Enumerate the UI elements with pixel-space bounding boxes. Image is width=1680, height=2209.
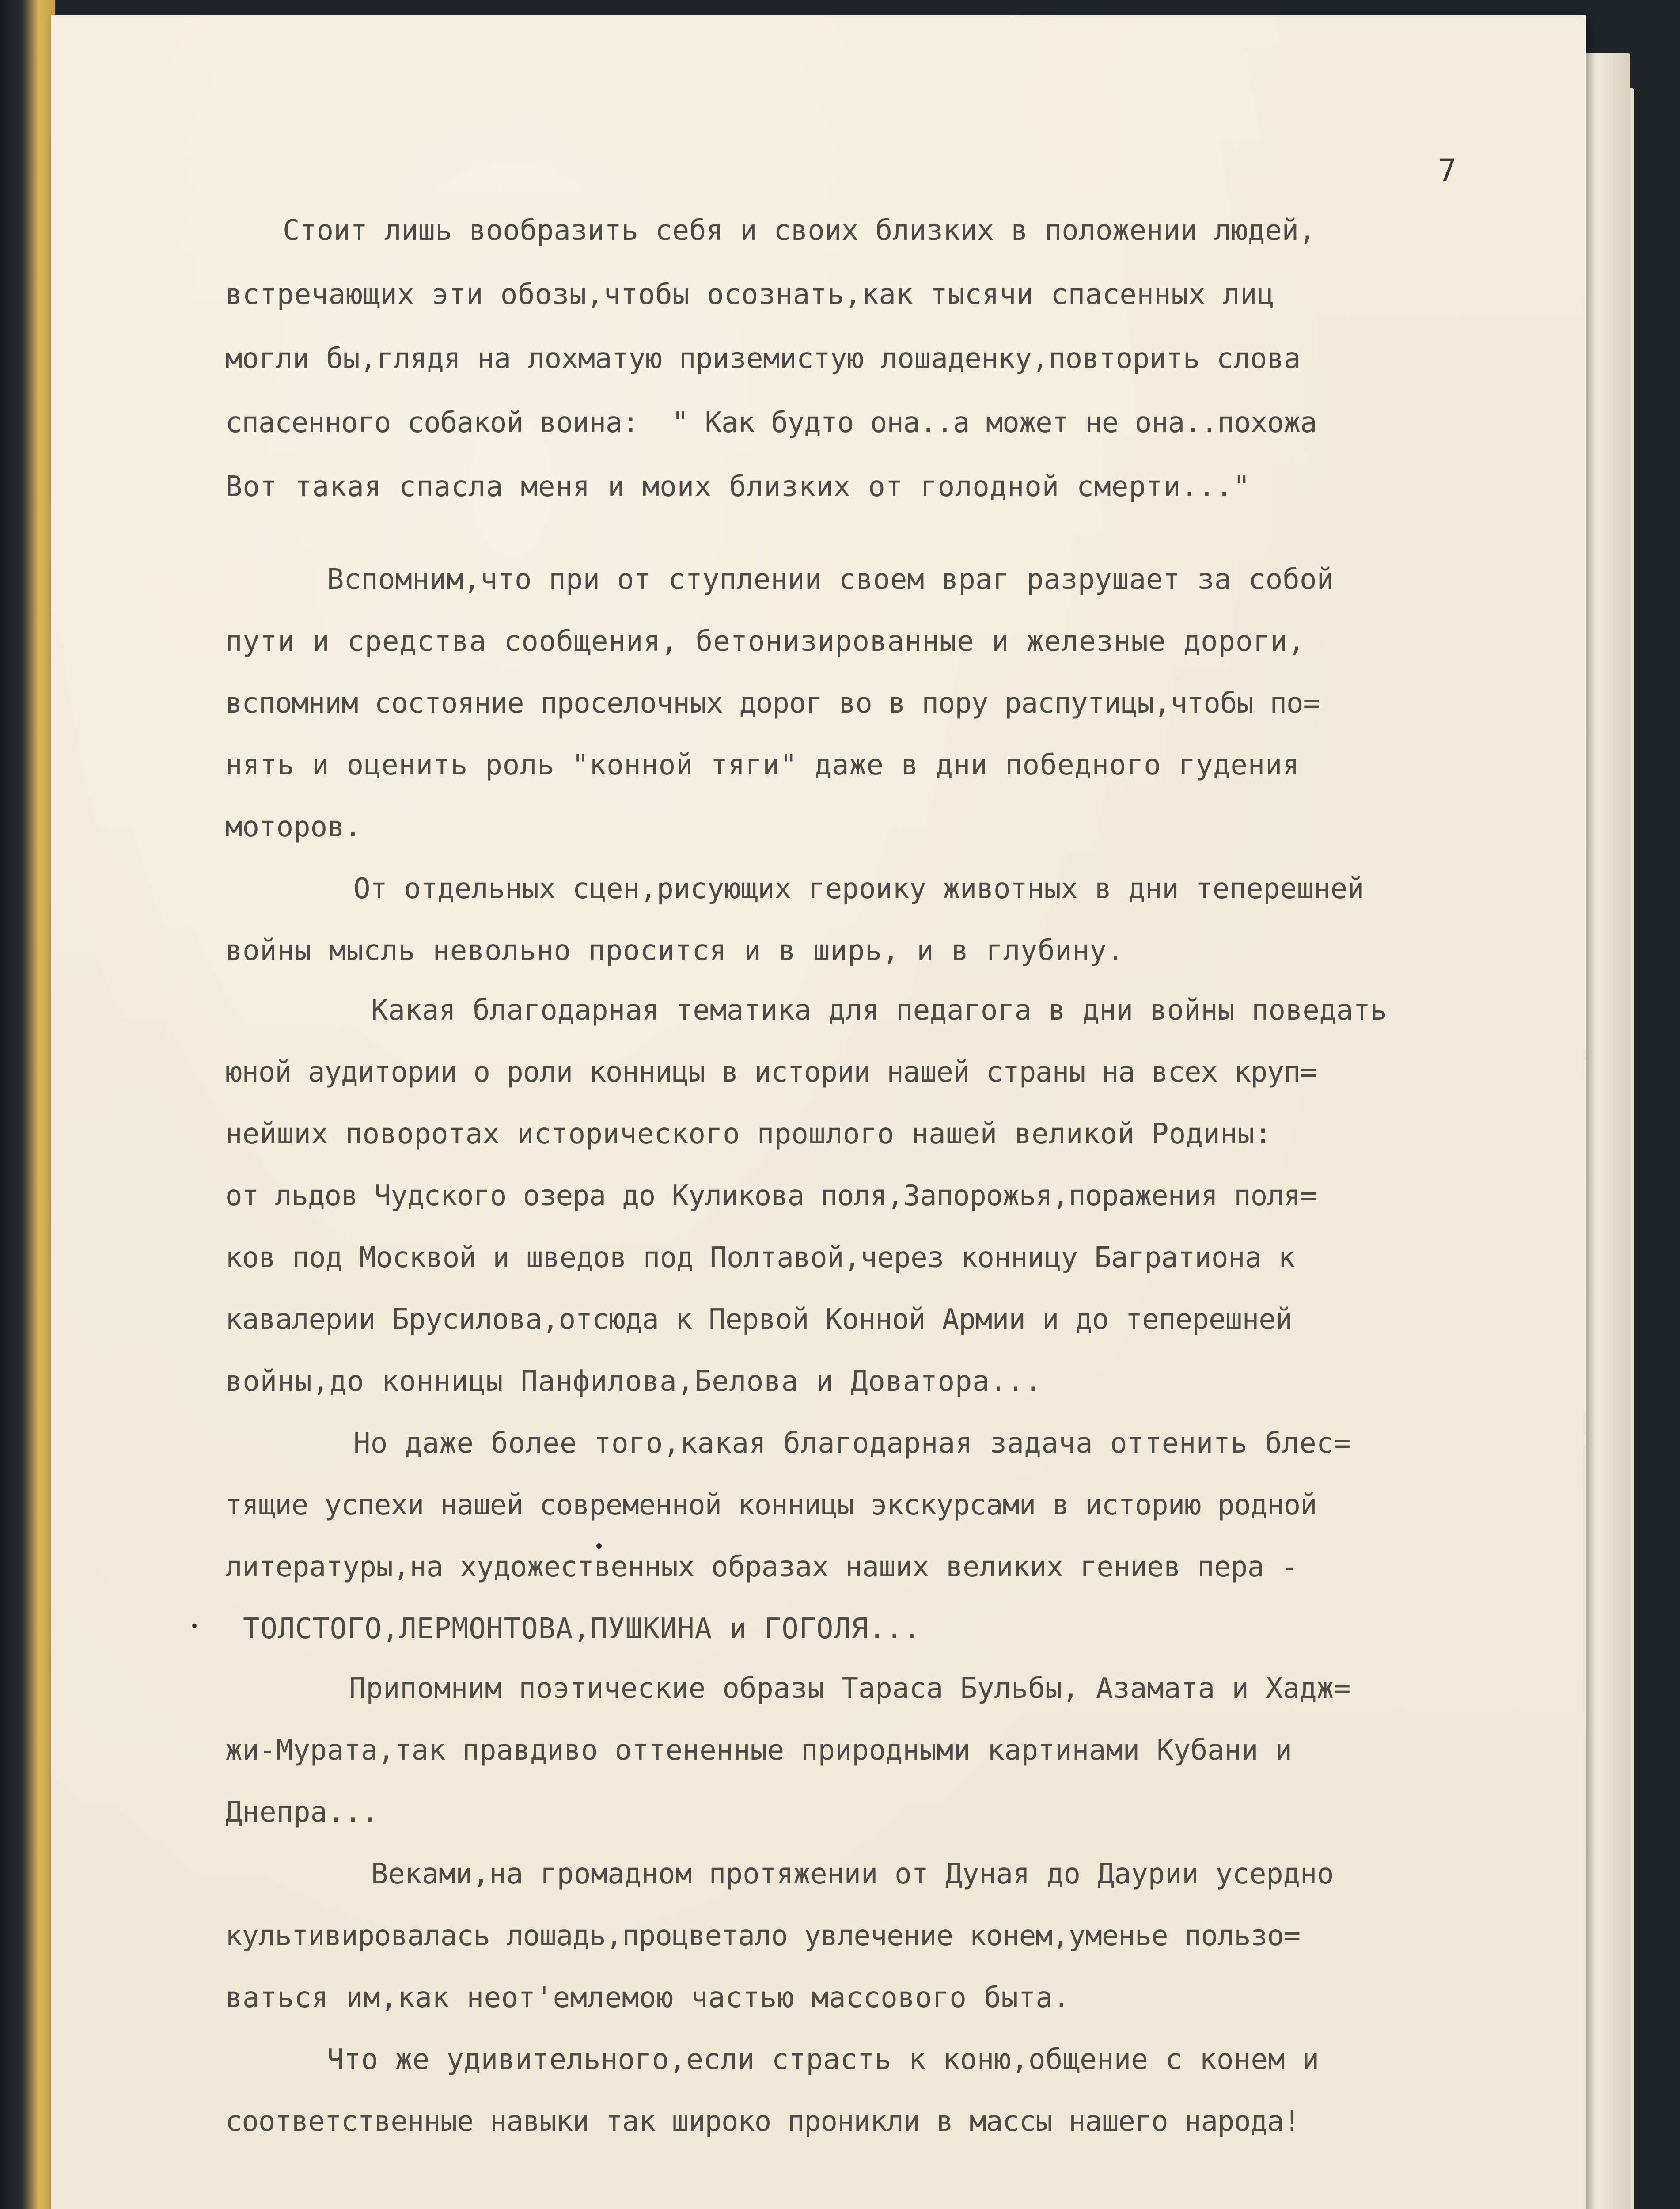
text-line: Что же удивительного,если страсть к коню,общение с конем и	[327, 2043, 1320, 2076]
page-number: 7	[1438, 152, 1457, 189]
text-line: культивировалась лошадь,процветало увлечение конем,уменье пользо=	[225, 1920, 1301, 1952]
text-line: соответственные навыки так широко проникли в массы нашего народа!	[225, 2105, 1301, 2138]
text-line: Вот такая спасла меня и моих близких от голодной смерти..."	[225, 471, 1251, 503]
text-line: ТОЛСТОГО,ЛЕРМОНТОВА,ПУШКИНА и ГОГОЛЯ...	[243, 1613, 921, 1645]
text-line: спасенного собакой воина: " Как будто она..а может не она..похожа	[225, 406, 1317, 439]
text-line: Какая благодарная тематика для педагога в дни войны поведать	[371, 994, 1387, 1027]
text-line: Стоит лишь вообразить себя и своих близких в положении людей,	[283, 214, 1316, 247]
folder-binding	[0, 0, 55, 2209]
text-line: кавалерии Брусилова,отсюда к Первой Конной Армии и до теперешней	[225, 1303, 1292, 1336]
text-line: нейших поворотах исторического прошлого нашей великой Родины:	[225, 1118, 1272, 1150]
text-line: Веками,на громадном протяжении от Дуная до Даурии усердно	[371, 1858, 1334, 1890]
text-line: вспомним состояние проселочных дорог во в пору распутицы,чтобы по=	[225, 687, 1320, 720]
text-line: от льдов Чудского озера до Куликова поля,Запорожья,поражения поля=	[225, 1180, 1317, 1212]
text-line: могли бы,глядя на лохматую приземистую лошаденку,повторить слова	[225, 342, 1301, 375]
text-line: Но даже более того,какая благодарная задача оттенить блес=	[353, 1427, 1351, 1460]
text-line: юной аудитории о роли конницы в истории нашей страны на всех круп=	[225, 1056, 1317, 1089]
text-line: ков под Москвой и шведов под Полтавой,через конницу Багратиона к	[225, 1241, 1295, 1274]
text-line: тящие успехи нашей современной конницы экскурсами в историю родной	[225, 1489, 1317, 1522]
ink-dot	[596, 1543, 602, 1549]
ink-dot	[192, 1624, 197, 1628]
text-line: жи-Мурата,так правдиво оттененные природными картинами Кубани и	[225, 1734, 1292, 1767]
text-line: Припомним поэтические образы Тараса Бульбы, Азамата и Хадж=	[349, 1672, 1351, 1705]
text-line: моторов.	[225, 811, 362, 843]
text-line: Вспомним,что при от ступлении своем враг разрушает за собой	[327, 563, 1334, 596]
text-line: войны,до конницы Панфилова,Белова и Доватора...	[225, 1365, 1042, 1398]
text-line: ваться им,как неот'емлемою частью массового быта.	[225, 1981, 1070, 2014]
typed-page	[51, 15, 1586, 2209]
text-line: пути и средства сообщения, бетонизированные и железные дороги,	[225, 625, 1305, 658]
text-line: литературы,на художественных образах наших великих гениев пера -	[225, 1551, 1298, 1583]
text-line: встречающих эти обозы,чтобы осознать,как тысячи спасенных лиц	[225, 278, 1274, 311]
text-line: войны мысль невольно просится и в ширь, и в глубину.	[225, 934, 1124, 967]
text-line: Днепра...	[225, 1796, 379, 1829]
text-line: нять и оценить роль "конной тяги" даже в дни победного гудения	[225, 749, 1300, 782]
text-line: От отдельных сцен,рисующих героику животных в дни теперешней	[353, 873, 1364, 905]
